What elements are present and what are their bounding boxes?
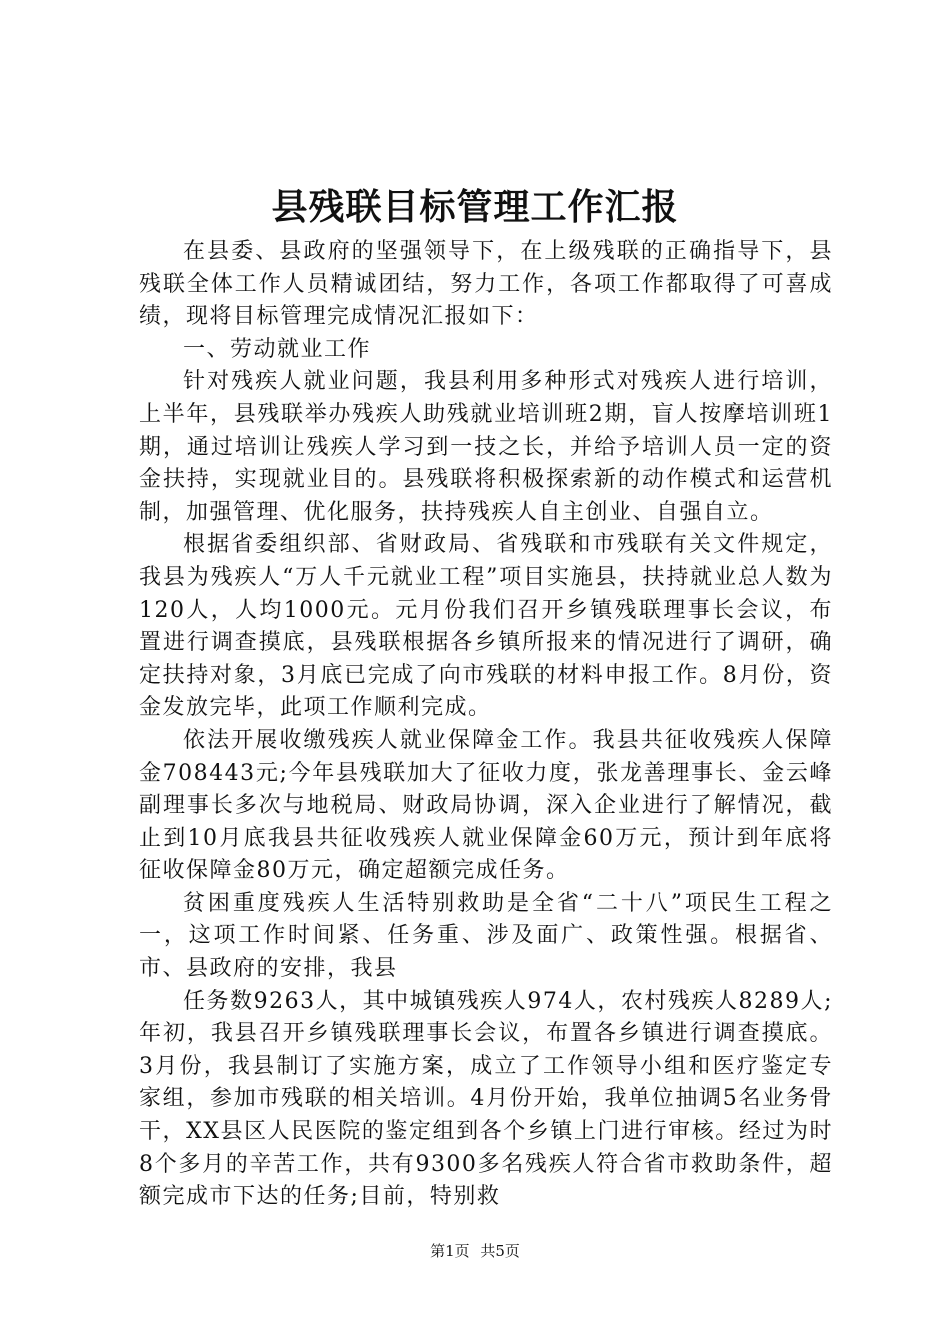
paragraph-employment-project: 根据省委组织部、省财政局、省残联和市残联有关文件规定，我县为残疾人“万人千元就业工程”项目实施县，扶持就业总人数为120人，人均1000元。元月份我们召开乡镇残联理事长会议，布置进行调查摸底，县残联根据各乡镇所报来的情况进行了调研，确定扶持对象，3月底已完成了向市残联的材料申报工作。8月份，资金发放完毕，此项工作顺利完成。 (139, 532, 833, 721)
paragraph-security-fund: 依法开展收缴残疾人就业保障金工作。我县共征收残疾人保障金708443元;今年县残联加大了征收力度，张龙善理事长、金云峰副理事长多次与地税局、财政局协调，深入企业进行了解情况，截止到10月底我县共征收残疾人就业保障金60万元，预计到年底将征收保障金80万元，确定超额完成任务。 (139, 727, 833, 884)
paragraph-special-relief: 贫困重度残疾人生活特别救助是全省“二十八”项民生工程之一，这项工作时间紧、任务重、涉及面广、政策性强。根据省、市、县政府的安排，我县 (139, 890, 833, 982)
section-heading: 一、劳动就业工作 (183, 336, 372, 362)
paragraph-task-count: 任务数9263人，其中城镇残疾人974人，农村残疾人8289人;年初，我县召开乡镇残联理事长会议，布置各乡镇进行调查摸底。3月份，我县制订了实施方案，成立了工作领导小组和医疗鉴定专家组，参加市残联的相关培训。4月份开始，我单位抽调5名业务骨干，XX县区人民医院的鉴定组到各个乡镇上门进行审核。经过为时8个多月的辛苦工作，共有9300多名残疾人符合省市救助条件，超额完成市下达的任务;目前，特别救 (139, 988, 833, 1210)
page-number: 第1页 (430, 1242, 470, 1260)
document-body (139, 236, 833, 1214)
page-total: 共5页 (480, 1242, 520, 1260)
page-footer (0, 1240, 950, 1262)
paragraph-training: 针对残疾人就业问题，我县利用多种形式对残疾人进行培训，上半年，县残联举办残疾人助残就业培训班2期，盲人按摩培训班1期，通过培训让残疾人学习到一技之长，并给予培训人员一定的资金扶持，实现就业目的。县残联将积极探索新的动作模式和运营机制，加强管理、优化服务，扶持残疾人自主创业、自强自立。 (139, 369, 833, 525)
intro-paragraph: 在县委、县政府的坚强领导下，在上级残联的正确指导下，县残联全体工作人员精诚团结，努力工作，各项工作都取得了可喜成绩，现将目标管理完成情况汇报如下： (139, 239, 833, 330)
document-title: 县残联目标管理工作汇报 (271, 186, 679, 228)
